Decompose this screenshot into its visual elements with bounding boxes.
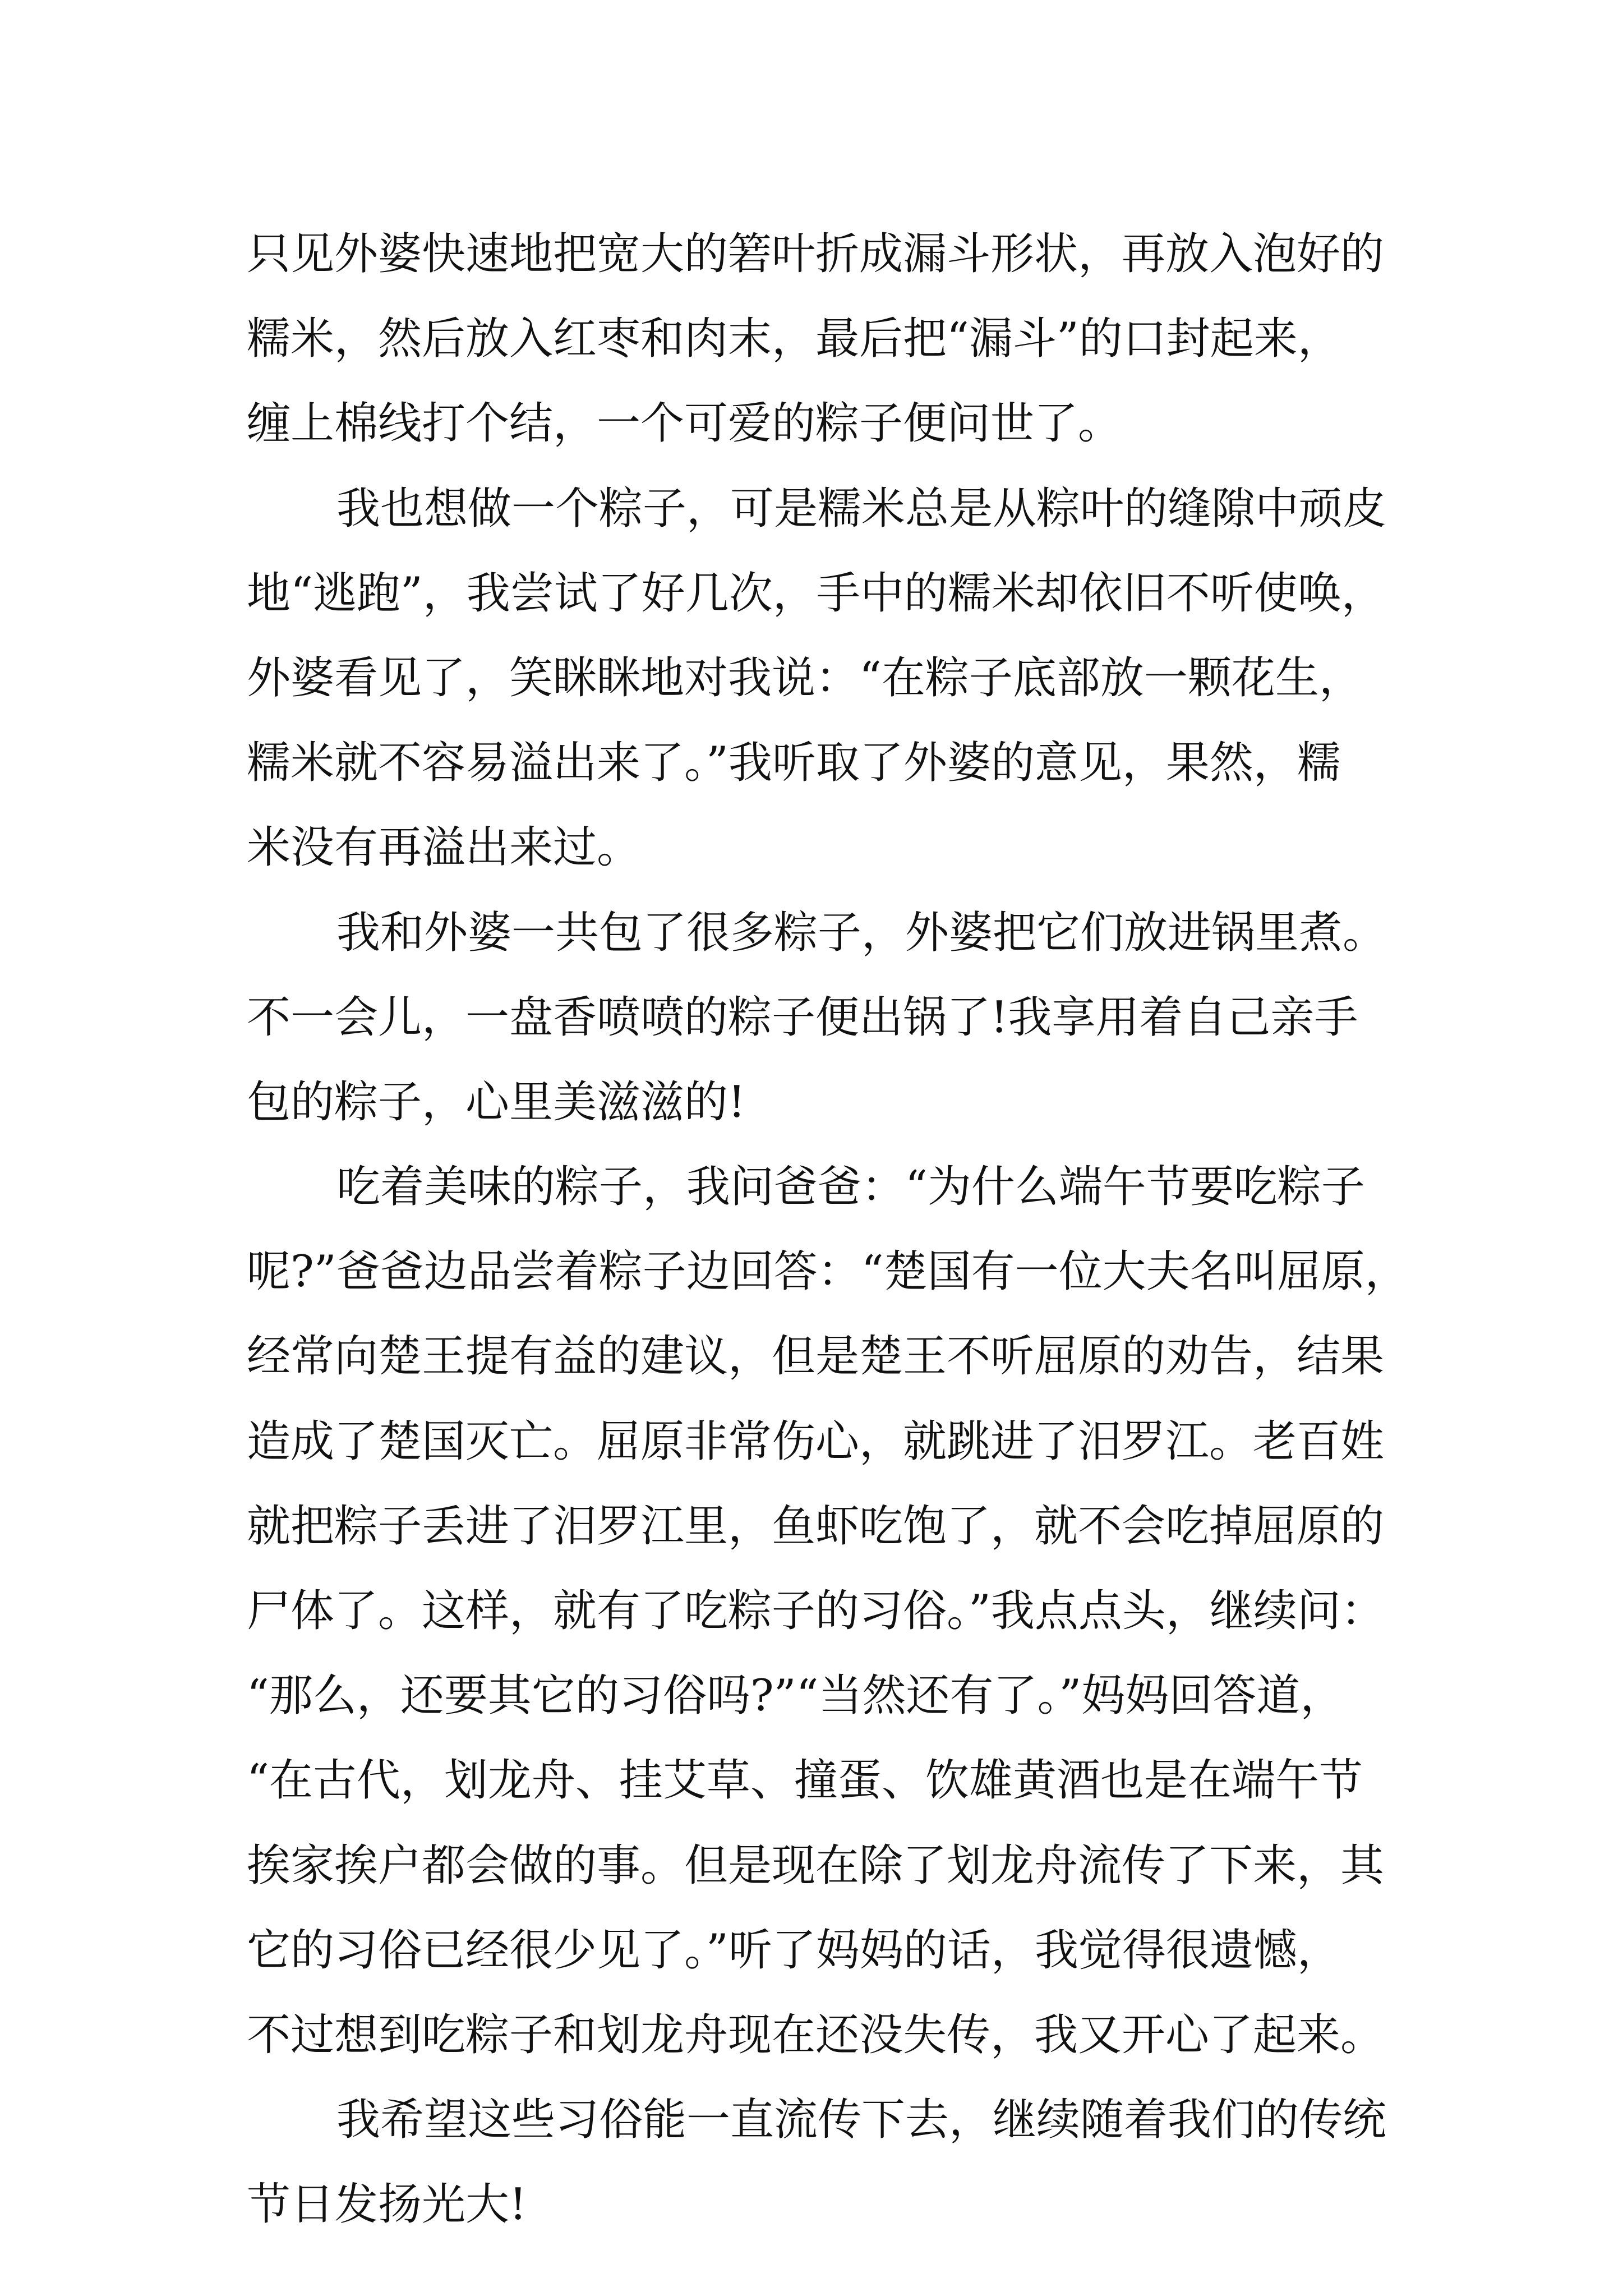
text-line: 不过想到吃粽子和划龙舟现在还没失传，我又开心了起来。: [247, 2009, 1385, 2060]
essay-body: [247, 212, 1436, 2248]
paragraph-first-line: 我希望这些习俗能一直流传下去，继续随着我们的传统: [336, 2095, 1387, 2146]
text-line: 挨家挨户都会做的事。但是现在除了划龙舟流传了下来，其: [247, 1840, 1385, 1891]
text-line: 节日发扬光大!: [247, 2179, 527, 2230]
paragraph-first-line: 吃着美味的粽子，我问爸爸：“为什么端午节要吃粽子: [336, 1162, 1365, 1213]
text-line: “在古代，划龙舟、挂艾草、撞蛋、饮雄黄酒也是在端午节: [247, 1755, 1363, 1806]
text-line: 呢?”爸爸边品尝着粽子边回答：“楚国有一位大夫名叫屈原，: [247, 1246, 1409, 1297]
text-line: 地“逃跑”，我尝试了好几次，手中的糯米却依旧不听使唤，: [247, 568, 1385, 619]
text-line: 外婆看见了，笑眯眯地对我说：“在粽子底部放一颗花生，: [247, 652, 1363, 703]
text-line: 包的粽子，心里美滋滋的!: [247, 1076, 746, 1128]
paragraph-first-line: 我也想做一个粽子，可是糯米总是从粽叶的缝隙中顽皮: [336, 483, 1387, 534]
text-line: 经常向楚王提有益的建议，但是楚王不听屈原的劝告，结果: [247, 1331, 1385, 1382]
text-line: 糯米，然后放入红枣和肉末，最后把“漏斗”的口封起来，: [247, 314, 1341, 365]
text-line: 就把粽子丢进了汨罗江里，鱼虾吃饱了，就不会吃掉屈原的: [247, 1501, 1385, 1552]
text-line: 糯米就不容易溢出来了。”我听取了外婆的意见，果然，糯: [247, 738, 1341, 789]
text-line: 它的习俗已经很少见了。”听了妈妈的话，我觉得很遗憾，: [247, 1925, 1341, 1976]
text-line: 不一会儿，一盘香喷喷的粽子便出锅了!我享用着自己亲手: [247, 992, 1358, 1043]
text-line: 造成了楚国灭亡。屈原非常伤心，就跳进了汨罗江。老百姓: [247, 1416, 1385, 1467]
paragraph-first-line: 我和外婆一共包了很多粽子，外婆把它们放进锅里煮。: [336, 907, 1387, 958]
text-line: 缠上棉线打个结，一个可爱的粽子便问世了。: [247, 398, 1122, 449]
text-line: 尸体了。这样，就有了吃粽子的习俗。”我点点头，继续问：: [247, 1586, 1385, 1636]
text-line: 只见外婆快速地把宽大的箬叶折成漏斗形状，再放入泡好的: [247, 229, 1385, 279]
text-line: “那么，还要其它的习俗吗?”“当然还有了。”妈妈回答道，: [247, 1671, 1344, 1722]
text-line: 米没有再溢出来过。: [247, 822, 641, 873]
